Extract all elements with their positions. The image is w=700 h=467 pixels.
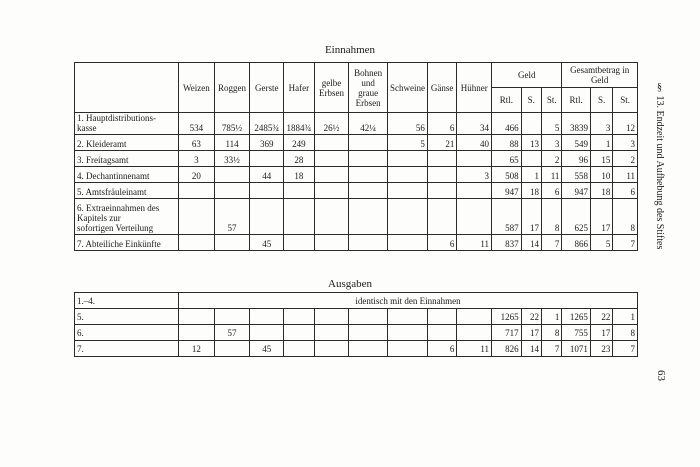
- cell-g-s: 23: [590, 341, 612, 357]
- cell-g-s: 18: [590, 183, 612, 199]
- cell-gerste: [250, 183, 284, 199]
- cell-g-st: 7: [613, 235, 638, 251]
- cell-huehner: [457, 183, 492, 199]
- cell-gerste: [250, 199, 284, 235]
- cell-gelbe: [314, 135, 349, 151]
- income-table: [74, 62, 638, 251]
- cell-gelbe: [314, 199, 349, 235]
- label-header-cell: [75, 63, 179, 113]
- cell-roggen: [214, 167, 250, 183]
- cell-gerste: 2485¾: [250, 113, 284, 135]
- cell-hafer: [284, 309, 315, 325]
- cell-g-rtl: 96: [562, 151, 591, 167]
- table-row: [75, 167, 638, 183]
- cell-rtl: 88: [492, 135, 522, 151]
- cell-s: 18: [521, 183, 541, 199]
- expenses-title: Ausgaben: [328, 278, 372, 290]
- cell-rtl: 466: [492, 113, 522, 135]
- cell-roggen: [214, 183, 250, 199]
- cell-s: [521, 151, 541, 167]
- cell-hafer: [284, 341, 315, 357]
- table-row: [75, 341, 638, 357]
- row-label: 5. Amtsfräuleinamt: [75, 183, 179, 199]
- header-gerste: Gerste: [250, 63, 284, 113]
- table-row: [75, 235, 638, 251]
- cell-gaense: [427, 183, 457, 199]
- cell-gaense: 21: [427, 135, 457, 151]
- cell-huehner: 34: [457, 113, 492, 135]
- header-gaense: Gänse: [427, 63, 457, 113]
- cell-g-s: 1: [590, 135, 612, 151]
- header-schweine: Schweine: [388, 63, 428, 113]
- cell-weizen: [179, 325, 215, 341]
- cell-weizen: 20: [179, 167, 215, 183]
- table-row: [75, 309, 638, 325]
- cell-rtl: 587: [492, 199, 522, 235]
- cell-huehner: 11: [457, 235, 492, 251]
- header-gesamt-st: St.: [613, 88, 638, 113]
- header-geld-s: S.: [521, 88, 541, 113]
- cell-hafer: 249: [284, 135, 315, 151]
- cell-rtl: 947: [492, 183, 522, 199]
- header-gesamtbetrag: Gesamtbetrag in Geld: [562, 63, 638, 88]
- cell-schweine: 5: [388, 135, 428, 151]
- cell-g-st: 8: [613, 325, 638, 341]
- cell-weizen: 534: [179, 113, 215, 135]
- cell-gaense: [427, 309, 457, 325]
- header-geld-rtl: Rtl.: [492, 88, 522, 113]
- cell-hafer: 28: [284, 151, 315, 167]
- expenses-identical-note: identisch mit den Einnahmen: [179, 293, 638, 309]
- cell-gelbe: [314, 167, 349, 183]
- cell-roggen: 57: [214, 325, 250, 341]
- cell-g-rtl: 625: [562, 199, 591, 235]
- table-row: [75, 113, 638, 135]
- cell-g-s: 15: [590, 151, 612, 167]
- row-label: 6.: [75, 325, 179, 341]
- cell-g-st: 11: [613, 167, 638, 183]
- row-label: 7.: [75, 341, 179, 357]
- cell-roggen: [214, 235, 250, 251]
- cell-gelbe: 26½: [314, 113, 349, 135]
- table-row: [75, 135, 638, 151]
- header-weizen: Weizen: [179, 63, 215, 113]
- cell-gaense: [427, 199, 457, 235]
- cell-gerste: 45: [250, 235, 284, 251]
- cell-g-st: 3: [613, 135, 638, 151]
- cell-gaense: 6: [427, 113, 457, 135]
- cell-g-rtl: 558: [562, 167, 591, 183]
- cell-rtl: 717: [492, 325, 522, 341]
- cell-gaense: [427, 151, 457, 167]
- cell-schweine: [388, 151, 428, 167]
- cell-s: [521, 113, 541, 135]
- cell-huehner: [457, 309, 492, 325]
- table-row: [75, 199, 638, 235]
- cell-g-rtl: 947: [562, 183, 591, 199]
- cell-weizen: [179, 199, 215, 235]
- cell-weizen: [179, 235, 215, 251]
- cell-hafer: 18: [284, 167, 315, 183]
- cell-g-rtl: 1265: [562, 309, 591, 325]
- cell-bohnen: [349, 341, 388, 357]
- cell-s: 14: [521, 235, 541, 251]
- cell-g-s: 17: [590, 199, 612, 235]
- cell-schweine: [388, 325, 428, 341]
- cell-g-st: 12: [613, 113, 638, 135]
- cell-s: 17: [521, 325, 541, 341]
- cell-schweine: 56: [388, 113, 428, 135]
- page-number: 63: [655, 370, 667, 381]
- cell-st: 7: [541, 341, 561, 357]
- cell-hafer: 1884¾: [284, 113, 315, 135]
- cell-bohnen: [349, 167, 388, 183]
- header-hafer: Hafer: [284, 63, 315, 113]
- cell-g-s: 5: [590, 235, 612, 251]
- cell-hafer: [284, 325, 315, 341]
- table-row: [75, 325, 638, 341]
- cell-gerste: [250, 151, 284, 167]
- cell-bohnen: [349, 135, 388, 151]
- cell-st: 6: [542, 183, 562, 199]
- row-label: 3. Freitagsamt: [75, 151, 179, 167]
- cell-g-s: 10: [590, 167, 612, 183]
- cell-s: 17: [521, 199, 541, 235]
- cell-huehner: [457, 325, 492, 341]
- header-roggen: Roggen: [214, 63, 250, 113]
- cell-g-st: 7: [613, 341, 638, 357]
- cell-weizen: 12: [179, 341, 215, 357]
- cell-g-rtl: 1071: [562, 341, 591, 357]
- cell-hafer: [284, 235, 315, 251]
- cell-gerste: 44: [250, 167, 284, 183]
- cell-g-s: 22: [590, 309, 612, 325]
- cell-bohnen: [349, 183, 388, 199]
- table-row: [75, 183, 638, 199]
- cell-st: 7: [542, 235, 562, 251]
- header-huehner: Hühner: [457, 63, 492, 113]
- cell-gelbe: [314, 309, 349, 325]
- cell-roggen: 57: [214, 199, 250, 235]
- cell-s: 22: [521, 309, 541, 325]
- cell-rtl: 508: [492, 167, 522, 183]
- cell-st: 5: [542, 113, 562, 135]
- cell-g-s: 17: [590, 325, 612, 341]
- cell-rtl: 1265: [492, 309, 522, 325]
- cell-rtl: 65: [492, 151, 522, 167]
- cell-st: 1: [541, 309, 561, 325]
- row-label: 5.: [75, 309, 179, 325]
- cell-roggen: 33½: [214, 151, 250, 167]
- cell-gaense: 6: [427, 235, 457, 251]
- cell-schweine: [388, 199, 428, 235]
- header-geld-st: St.: [542, 88, 562, 113]
- cell-gelbe: [314, 325, 349, 341]
- cell-g-rtl: 3839: [562, 113, 591, 135]
- cell-huehner: [457, 151, 492, 167]
- cell-bohnen: [349, 151, 388, 167]
- cell-schweine: [388, 309, 428, 325]
- row-label: 4. Dechantinnenamt: [75, 167, 179, 183]
- cell-huehner: 40: [457, 135, 492, 151]
- row-label: 6. Extraeinnahmen des Kapitels zur sofortigen Verteilung: [75, 199, 179, 235]
- cell-gelbe: [314, 151, 349, 167]
- cell-bohnen: 42¼: [349, 113, 388, 135]
- income-title: Einnahmen: [324, 44, 376, 56]
- cell-gelbe: [314, 235, 349, 251]
- cell-weizen: [179, 183, 215, 199]
- cell-s: 14: [521, 341, 541, 357]
- cell-hafer: [284, 183, 315, 199]
- cell-roggen: 785½: [214, 113, 250, 135]
- cell-bohnen: [349, 309, 388, 325]
- header-bohnen: Bohnen und graue Erbsen: [349, 63, 388, 113]
- row-label: 2. Kleideramt: [75, 135, 179, 151]
- running-section-header: § 13. Endzeit und Aufhebung des Stiftes: [654, 82, 665, 250]
- expenses-table: [74, 292, 638, 357]
- cell-weizen: 63: [179, 135, 215, 151]
- cell-bohnen: [349, 199, 388, 235]
- cell-st: 11: [542, 167, 562, 183]
- cell-gaense: 6: [427, 341, 457, 357]
- header-gelbe-erbsen: gelbe Erbsen: [314, 63, 349, 113]
- cell-g-st: 8: [613, 199, 638, 235]
- cell-gerste: [250, 325, 284, 341]
- cell-weizen: 3: [179, 151, 215, 167]
- cell-rtl: 837: [492, 235, 522, 251]
- cell-huehner: 3: [457, 167, 492, 183]
- cell-g-rtl: 755: [562, 325, 591, 341]
- cell-g-st: 1: [613, 309, 638, 325]
- cell-s: 1: [521, 167, 541, 183]
- row-label: 1. Hauptdistributions- kasse: [75, 113, 179, 135]
- cell-bohnen: [349, 235, 388, 251]
- cell-gelbe: [314, 183, 349, 199]
- cell-st: 8: [541, 325, 561, 341]
- cell-g-st: 2: [613, 151, 638, 167]
- cell-huehner: 11: [457, 341, 492, 357]
- cell-gerste: 45: [250, 341, 284, 357]
- cell-gaense: [427, 325, 457, 341]
- cell-gaense: [427, 167, 457, 183]
- cell-roggen: [214, 341, 250, 357]
- cell-roggen: 114: [214, 135, 250, 151]
- cell-g-s: 3: [590, 113, 612, 135]
- cell-rtl: 826: [492, 341, 522, 357]
- cell-gelbe: [314, 341, 349, 357]
- header-geld: Geld: [492, 63, 562, 88]
- expenses-row-label: 1.–4.: [75, 293, 179, 309]
- header-gesamt-rtl: Rtl.: [562, 88, 591, 113]
- cell-bohnen: [349, 325, 388, 341]
- cell-schweine: [388, 167, 428, 183]
- header-gesamt-s: S.: [590, 88, 612, 113]
- cell-roggen: [214, 309, 250, 325]
- cell-huehner: [457, 199, 492, 235]
- cell-st: 8: [542, 199, 562, 235]
- cell-weizen: [179, 309, 215, 325]
- cell-hafer: [284, 199, 315, 235]
- row-label: 7. Abteiliche Einkünfte: [75, 235, 179, 251]
- cell-st: 2: [542, 151, 562, 167]
- cell-schweine: [388, 235, 428, 251]
- cell-schweine: [388, 183, 428, 199]
- cell-g-st: 6: [613, 183, 638, 199]
- cell-gerste: [250, 309, 284, 325]
- table-row: [75, 151, 638, 167]
- cell-gerste: 369: [250, 135, 284, 151]
- cell-schweine: [388, 341, 428, 357]
- cell-s: 13: [521, 135, 541, 151]
- cell-st: 3: [542, 135, 562, 151]
- cell-g-rtl: 549: [562, 135, 591, 151]
- cell-g-rtl: 866: [562, 235, 591, 251]
